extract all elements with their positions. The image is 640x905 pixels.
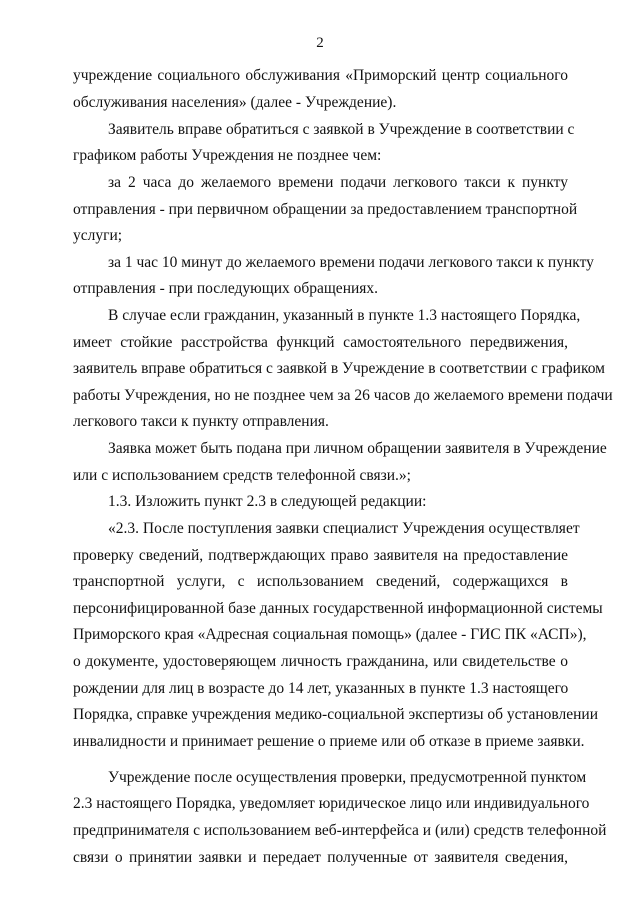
text-line: Заявка может быть подана при личном обращении заявителя в Учреждение (108, 440, 607, 457)
text-line: «2.3. После поступления заявки специалист Учреждения осуществляет (108, 520, 580, 537)
page-number: 2 (316, 35, 324, 51)
text-line: работы Учреждения, но не позднее чем за 26 часов до желаемого времени подачи (73, 387, 613, 404)
text-line: Порядка, справке учреждения медико-социальной экспертизы об установлении (73, 706, 598, 723)
text-line: 1.3. Изложить пункт 2.3 в следующей редакции: (108, 493, 427, 510)
text-line: заявитель вправе обратиться с заявкой в Учреждение в соответствии с графиком (73, 360, 605, 377)
text-line: Заявитель вправе обратиться с заявкой в Учреждение в соответствии с (108, 121, 575, 138)
text-line: рождении для лиц в возрасте до 14 лет, указанных в пункте 1.3 настоящего (73, 680, 569, 697)
text-line: обслуживания населения» (далее - Учреждение). (73, 94, 397, 111)
text-line: легкового такси к пункту отправления. (73, 413, 329, 430)
text-line: имеет стойкие расстройства функций самостоятельного передвижения, (73, 334, 568, 351)
text-line: отправления - при первичном обращении за предоставлением транспортной (73, 201, 578, 218)
text-line: услуги; (73, 227, 123, 244)
text-line: о документе, удостоверяющем личность гражданина, или свидетельстве о (73, 653, 568, 670)
text-line: за 2 часа до желаемого времени подачи легкового такси к пункту (108, 174, 568, 191)
text-line: проверку сведений, подтверждающих право заявителя на предоставление (73, 547, 568, 564)
text-line: связи о принятии заявки и передает полученные от заявителя сведения, (73, 849, 568, 866)
text-line: В случае если гражданин, указанный в пункте 1.3 настоящего Порядка, (108, 307, 581, 324)
text-line: инвалидности и принимает решение о приеме или об отказе в приеме заявки. (73, 733, 585, 750)
text-line: Приморского края «Адресная социальная помощь» (далее - ГИС ПК «АСП»), (73, 626, 587, 643)
text-line: 2.3 настоящего Порядка, уведомляет юридическое лицо или индивидуального (73, 795, 590, 812)
text-line: Учреждение после осуществления проверки, предусмотренной пунктом (108, 769, 587, 786)
text-line: отправления - при последующих обращениях. (73, 280, 379, 297)
text-line: или с использованием средств телефонной связи.»; (73, 467, 411, 484)
text-line: учреждение социального обслуживания «Приморский центр социального (73, 67, 568, 84)
text-line: за 1 час 10 минут до желаемого времени подачи легкового такси к пункту (108, 254, 594, 271)
text-line: транспортной услуги, с использованием сведений, содержащихся в (73, 573, 568, 590)
text-line: предпринимателя с использованием веб-интерфейса и (или) средств телефонной (73, 822, 607, 839)
text-line: персонифицированной базе данных государственной информационной системы (73, 600, 603, 617)
text-line: графиком работы Учреждения не позднее чем: (73, 147, 382, 164)
